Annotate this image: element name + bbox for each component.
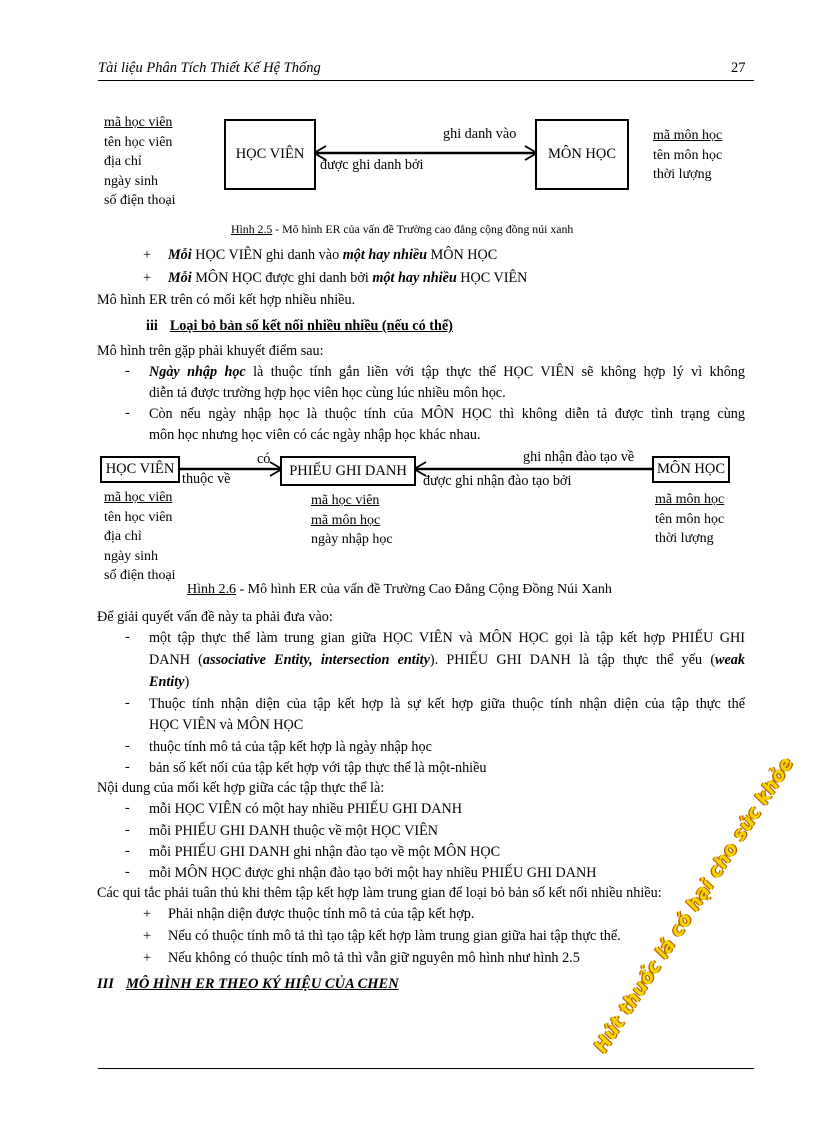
dash-bullet: - <box>125 405 130 421</box>
paragraph: Mô hình ER trên có mối kết hợp nhiều nhiều. <box>97 292 356 308</box>
mh-attr: tên môn học <box>655 511 725 527</box>
hv-attr: tên học viên <box>104 134 173 150</box>
hv-attr: số điện thoại <box>104 193 176 208</box>
section-title: Loại bỏ bản số kết nối nhiều nhiều (nếu có thể) <box>169 318 453 334</box>
plus-bullet: + <box>143 950 152 966</box>
entity-hoc-vien: HỌC VIÊN <box>100 456 180 483</box>
text: MÔN HỌC <box>427 247 498 263</box>
text: ). PHIẾU GHI DANH là tập thực thể yếu ( <box>429 652 716 668</box>
list-item-line: thuộc tính mô tả của tập kết hợp là ngày nhập học <box>149 739 432 755</box>
plus-bullet: + <box>143 906 152 922</box>
health-warning-stamp: Hút thuốc lá có hại cho sức khỏe <box>590 753 798 1057</box>
pgd-key-attr: mã môn học <box>311 512 381 528</box>
em-text: Mỗi <box>168 247 192 263</box>
list-item-line: mỗi PHIẾU GHI DANH thuộc về một HỌC VIÊN <box>149 823 438 839</box>
dash-bullet: - <box>125 738 130 754</box>
page-number: 27 <box>731 60 746 76</box>
list-item-line: Còn nếu ngày nhập học là thuộc tính của MÔN HỌC thì không diễn tả được tình trạng cùng <box>149 406 745 422</box>
dash-bullet: - <box>125 759 130 775</box>
footer-rule <box>98 1068 754 1069</box>
mh-key-attr: mã môn học <box>655 492 725 507</box>
em-text: associative Entity, intersection entity <box>202 652 430 668</box>
dash-bullet: - <box>125 695 130 711</box>
list-item-line: Thuộc tính nhận diện của tập kết hợp là sự kết hợp giữa thuộc tính nhận diện của tập thực thể <box>149 696 745 712</box>
header-title: Tài liệu Phân Tích Thiết Kế Hệ Thống <box>98 60 321 76</box>
mh-key-attr: mã môn học <box>653 128 723 143</box>
list-item-line: Phải nhận diện được thuộc tính mô tả của tập kết hợp. <box>168 906 475 922</box>
mh-attr: tên môn học <box>653 147 723 163</box>
dash-bullet: - <box>125 629 130 645</box>
mh-attributes <box>655 490 724 549</box>
list-item-line: một tập thực thể làm trung gian giữa HỌC VIÊN và MÔN HỌC gọi là tập kết hợp PHIẾU GHI <box>149 630 745 646</box>
em-text: Mỗi <box>168 270 192 286</box>
plus-bullet: + <box>143 247 152 263</box>
caption-label: Hình 2.5 <box>231 222 273 236</box>
pgd-key-attr: mã học viên <box>311 493 380 508</box>
entity-hoc-vien: HỌC VIÊN <box>224 119 316 190</box>
dash-bullet: - <box>125 843 130 859</box>
dash-bullet: - <box>125 800 130 816</box>
entity-phieu-ghi-danh: PHIẾU GHI DANH <box>280 456 416 486</box>
hv-attr: ngày sinh <box>104 173 159 189</box>
section-title: MÔ HÌNH ER THEO KÝ HIỆU CỦA CHEN <box>125 976 399 992</box>
plus-bullet: + <box>143 270 152 286</box>
hv-key-attr: mã học viên <box>104 115 173 130</box>
hv-attr: tên học viên <box>104 509 173 525</box>
figure-caption <box>187 582 612 598</box>
em-text: Ngày nhập học <box>149 364 246 380</box>
plus-bullet: + <box>143 928 152 944</box>
list-item-line <box>149 672 189 693</box>
hv-attr: số điện thoại <box>104 568 176 583</box>
hv-attr: địa chỉ <box>104 154 142 169</box>
em-text: Entity <box>149 674 185 690</box>
dash-bullet: - <box>125 864 130 880</box>
caption-text: - Mô hình ER của vấn đề Trường Cao Đẳng Cộng Đồng Núi Xanh <box>236 582 612 597</box>
em-text: một hay nhiều <box>342 247 428 263</box>
list-item-line: diễn tả được trường hợp học viên học cùng lúc nhiều môn học. <box>149 385 506 401</box>
hv-attributes <box>104 488 176 586</box>
list-item-line: môn học nhưng học viên có các ngày nhập học khác nhau. <box>149 427 481 443</box>
list-item-line: Nếu không có thuộc tính mô tả thì vẫn giữ nguyên mô hình như hình 2.5 <box>168 950 580 966</box>
paragraph: Các qui tắc phải tuân thủ khi thêm tập kết hợp làm trung gian để loại bỏ bản số kết nối nhiều nhiều: <box>97 885 662 901</box>
text: HỌC VIÊN <box>456 270 528 286</box>
rel-label-top: ghi danh vào <box>443 126 517 142</box>
em-text: weak <box>715 652 745 668</box>
caption-label: Hình 2.6 <box>187 582 236 597</box>
rel-label: được ghi nhận đào tạo bởi <box>423 473 572 489</box>
caption-text: - Mô hình ER của vấn đề Trường cao đẳng cộng đồng núi xanh <box>272 222 574 236</box>
list-item-line: bản số kết nối của tập kết hợp với tập thực thể là một-nhiều <box>149 760 487 776</box>
entity-mon-hoc: MÔN HỌC <box>535 119 629 190</box>
text: là thuộc tính gắn liền với tập thực thể HỌC VIÊN sẽ không hợp lý vì không <box>245 364 745 380</box>
hv-key-attr: mã học viên <box>104 490 173 505</box>
pgd-attributes <box>311 491 393 550</box>
list-item-line: Nếu có thuộc tính mô tả thì tạo tập kết hợp làm trung gian giữa hai tập thực thể. <box>168 928 621 944</box>
list-item-line: HỌC VIÊN và MÔN HỌC <box>149 717 304 733</box>
hv-attr: ngày sinh <box>104 548 159 564</box>
text: DANH ( <box>149 652 203 668</box>
list-item-line: mỗi HỌC VIÊN có một hay nhiều PHIẾU GHI DANH <box>149 801 463 817</box>
text: HỌC VIÊN ghi danh vào <box>191 247 343 263</box>
pgd-attr: ngày nhập học <box>311 532 393 547</box>
list-item-line: mỗi PHIẾU GHI DANH ghi nhận đào tạo về một MÔN HỌC <box>149 844 501 860</box>
rel-label: ghi nhận đào tạo về <box>523 449 635 465</box>
mh-attr: thời lượng <box>653 167 712 182</box>
rel-label: thuộc về <box>182 471 231 487</box>
section-heading-III <box>97 974 399 995</box>
entity-mon-hoc: MÔN HỌC <box>652 456 730 483</box>
paragraph: Để giải quyết vấn đề này ta phải đưa vào: <box>97 609 333 625</box>
em-text: một hay nhiều <box>372 270 457 286</box>
text: MÔN HỌC được ghi danh bởi <box>191 270 373 286</box>
list-item-line <box>149 650 745 671</box>
list-item-line: mỗi MÔN HỌC được ghi nhận đào tạo bởi một hay nhiều PHIẾU GHI DANH <box>149 865 597 881</box>
dash-bullet: - <box>125 363 130 379</box>
section-number: iii <box>146 318 158 334</box>
paragraph: Nội dung của mối kết hợp giữa các tập thực thể là: <box>97 780 385 796</box>
rel-label-bottom: được ghi danh bởi <box>320 157 424 173</box>
hv-attr: địa chỉ <box>104 529 142 544</box>
dash-bullet: - <box>125 822 130 838</box>
mh-attr: thời lượng <box>655 531 714 546</box>
rel-label: có <box>257 451 271 467</box>
section-number: III <box>97 976 114 992</box>
text: ) <box>184 674 190 690</box>
paragraph: Mô hình trên gặp phải khuyết điểm sau: <box>97 343 324 359</box>
fig26-lines <box>0 0 816 520</box>
